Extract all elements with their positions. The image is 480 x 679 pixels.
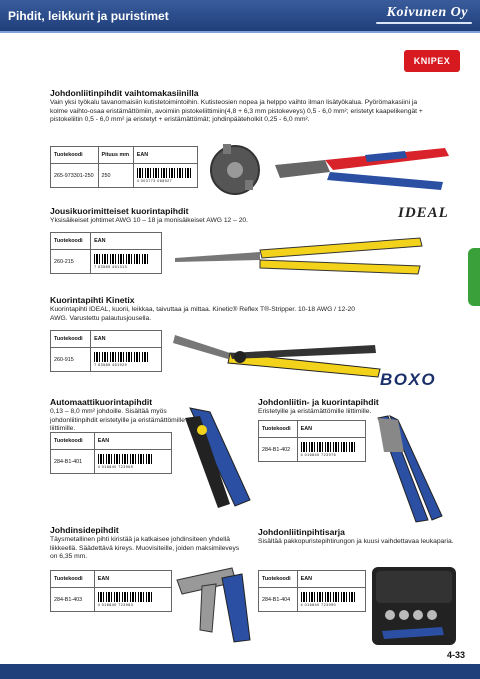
product-code: 260-215 <box>51 250 91 274</box>
barcode: 4 003773 068927 <box>133 164 197 188</box>
product-code: 284-B1-403 <box>51 588 95 612</box>
product-description: Vain yksi työkalu tavanomaisiin kutistetoimintoihin. Kutisteosien nopea ja helppo vaihto ilman lisätyökalua. Pyörömakasiini ja kolme vaihto-osaa eristämättömiin, avoimiin pistokeliittimiin(4,8 + 6,3 mm pistokeveys) 0,5 - 6,0 mm²; eristetyt kaapelikengät + pistokeliitin 0,5 - 6,0 mm² ja eristetyt + eristämättömät; johdinpääteholkit 0,25 - 6,0 mm². <box>50 99 423 124</box>
logo-swoosh <box>376 22 472 24</box>
product-title: Johdinsidepihdit <box>50 525 119 535</box>
product-code: 284-B1-404 <box>259 588 298 612</box>
wire-stripper-image <box>170 228 430 278</box>
col-header: EAN <box>133 147 197 164</box>
barcode: 7 83585 451929 <box>91 348 162 372</box>
col-header: Tuotekoodi <box>259 421 298 438</box>
product-table <box>50 146 198 188</box>
page-title: Pihdit, leikkurit ja puristimet <box>8 9 169 23</box>
col-header: EAN <box>91 331 162 348</box>
section-tab <box>468 248 480 306</box>
product-table <box>50 330 162 372</box>
product-code: 260-915 <box>51 348 91 372</box>
col-header: EAN <box>297 421 365 438</box>
product-code: 284-B1-402 <box>259 438 298 462</box>
product-description: Eristetyille ja eristämättömille liittimille. <box>258 408 372 415</box>
kinetix-stripper-image <box>170 325 390 385</box>
product-title: Kuorintapihti Kinetix <box>50 295 135 305</box>
product-description: Kuorintapihti IDEAL, kuorii, leikkaa, taivuttaa ja mittaa. Kinetic® Reflex T®-Stripper. 10-18 AWG / 12-20 AWG. Varustettu palautusjousella. <box>50 306 355 322</box>
crimp-stripper-image <box>370 412 450 524</box>
footer-bar <box>0 664 480 679</box>
col-header: Pituus mm <box>98 147 133 164</box>
product-table <box>50 232 162 274</box>
product-title: Jousikuorimitteiset kuorintapihdit <box>50 206 189 216</box>
product-table <box>50 570 172 612</box>
col-header: Tuotekoodi <box>51 147 99 164</box>
product-table <box>258 420 366 462</box>
company-logo: Koivunen Oy <box>386 5 468 20</box>
product-description: Sisältää pakkopuristepihtirungon ja kuusi vaihdettavaa leukaparia. <box>258 538 454 545</box>
product-table <box>50 432 172 474</box>
col-header: EAN <box>94 433 171 450</box>
barcode: 4 016840 723983 <box>94 588 171 612</box>
col-header: EAN <box>94 571 171 588</box>
barcode: 4 016840 723969 <box>94 450 171 474</box>
barcode: 4 016840 723990 <box>297 588 365 612</box>
col-header: Tuotekoodi <box>259 571 298 588</box>
barcode: 7 83585 451313 <box>91 250 162 274</box>
product-description: 0,13 – 8,0 mm² johdoille. Sisältää myös johdonliitinpihdit eristetyille ja eristämättömille liittimille. <box>50 408 185 433</box>
col-header: EAN <box>91 233 162 250</box>
automatic-stripper-image <box>180 400 260 512</box>
ideal-logo: IDEAL <box>398 205 449 221</box>
barcode: 4 016840 723976 <box>297 438 365 462</box>
boxo-logo: BOXO <box>380 370 437 389</box>
product-length: 250 <box>98 164 133 188</box>
product-code: 265-973301-250 <box>51 164 99 188</box>
product-code: 284-B1-401 <box>51 450 95 474</box>
col-header: Tuotekoodi <box>51 433 95 450</box>
crimping-pliers-image <box>205 140 455 200</box>
page-number: 4-33 <box>446 650 465 660</box>
product-title: Johdonliitinpihtisarja <box>258 527 345 537</box>
col-header: EAN <box>297 571 365 588</box>
cable-tie-tool-image <box>172 560 262 650</box>
product-title: Johdonliitinpihdit vaihtomakasiinilla <box>50 88 199 98</box>
header-bar <box>0 0 480 33</box>
product-description: Täysmetallinen pihti kiristää ja katkaisee johdinsiteen yhdellä liikkeellä. Säädettävä kireys. Muovisiteille, joiden maksimileveys on 6,35 mm. <box>50 536 240 561</box>
product-title: Johdonliitin- ja kuorintapihdit <box>258 397 379 407</box>
col-header: Tuotekoodi <box>51 331 91 348</box>
product-title: Automaattikuorintapihdit <box>50 397 153 407</box>
col-header: Tuotekoodi <box>51 571 95 588</box>
crimp-set-case-image <box>370 565 458 647</box>
product-description: Yksisäikeiset johtimet AWG 10 – 18 ja monisäikeiset AWG 12 – 20. <box>50 217 248 224</box>
col-header: Tuotekoodi <box>51 233 91 250</box>
product-table <box>258 570 366 612</box>
knipex-logo: KNIPEX <box>404 50 460 72</box>
